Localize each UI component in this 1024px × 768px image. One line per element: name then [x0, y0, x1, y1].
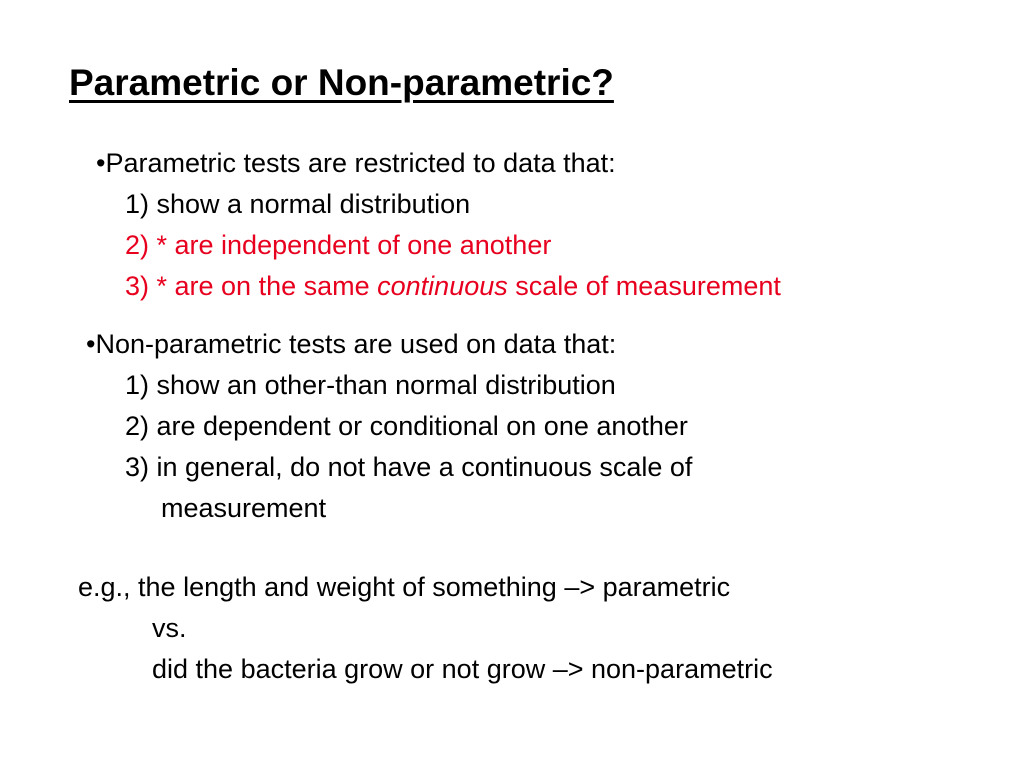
nonparametric-item-3-continued: measurement: [161, 493, 327, 523]
parametric-intro: •Parametric tests are restricted to data that:: [96, 148, 616, 178]
parametric-item-1: 1) show a normal distribution: [125, 189, 471, 219]
example-section: [78, 567, 773, 690]
example-line-parametric: e.g., the length and weight of something –> parametric: [78, 572, 731, 602]
nonparametric-item-3: 3) in general, do not have a continuous scale of: [125, 452, 693, 482]
nonparametric-section: [86, 324, 692, 529]
parametric-item-3: [96, 266, 781, 307]
nonparametric-item-1: 1) show an other-than normal distribution: [125, 370, 616, 400]
parametric-item-3-emphasis: continuous: [377, 271, 508, 301]
example-line-nonparametric: did the bacteria grow or not grow –> non-parametric: [152, 654, 773, 684]
parametric-item-3-suffix: scale of measurement: [507, 271, 781, 301]
parametric-item-3-prefix: 3) * are on the same: [125, 271, 378, 301]
nonparametric-intro: •Non-parametric tests are used on data that:: [86, 329, 617, 359]
slide-title: Parametric or Non-parametric?: [69, 62, 614, 103]
nonparametric-item-2: 2) are dependent or conditional on one another: [125, 411, 688, 441]
parametric-item-2: 2) * are independent of one another: [125, 230, 552, 260]
parametric-section: [96, 143, 781, 307]
example-vs: vs.: [152, 613, 187, 643]
